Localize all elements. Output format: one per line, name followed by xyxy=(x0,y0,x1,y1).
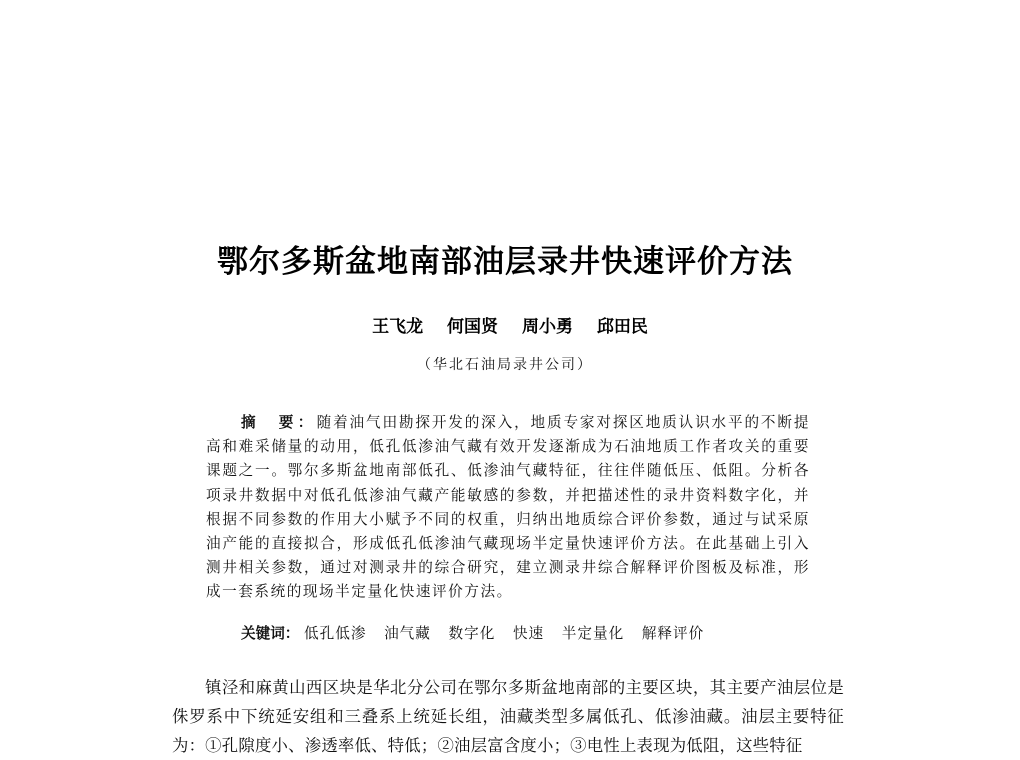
keyword: 低孔低渗 xyxy=(304,625,367,642)
abstract xyxy=(206,411,810,605)
abstract-label: 摘 要： xyxy=(241,414,317,431)
keyword: 半定量化 xyxy=(561,625,625,642)
author-name: 何国贤 xyxy=(447,317,499,337)
body-paragraph: 镇泾和麻黄山西区块是华北分公司在鄂尔多斯盆地南部的主要区块，其主要产油层位是侏罗系中下统延安组和三叠系上统延长组，油藏类型多属低孔、低渗油藏。油层主要特征为：①孔隙度小、渗透率低、特低；②油层富含度小；③电性上表现为低阻，这些特征 xyxy=(172,678,844,755)
keyword: 快速 xyxy=(512,625,545,642)
author-name: 邱田民 xyxy=(596,317,648,337)
paper-title: 鄂尔多斯盆地南部油层录井快速评价方法 xyxy=(217,244,793,280)
author-name: 周小勇 xyxy=(521,317,573,337)
author-name: 王飞龙 xyxy=(372,317,424,337)
keyword: 数字化 xyxy=(448,625,496,642)
keywords xyxy=(241,622,841,643)
keyword: 油气藏 xyxy=(384,625,431,642)
abstract-text: 随着油气田勘探开发的深入，地质专家对探区地质认识水平的不断提高和难采储量的动用，低孔低渗油气藏有效开发逐渐成为石油地质工作者攻关的重要课题之一。鄂尔多斯盆地南部低孔、低渗油气藏特征，往往伴随低压、低阻。分析各项录井数据中对低孔低渗油气藏产能敏感的参数，并把描述性的录井资料数字化，并根据不同参数的作用大小赋予不同的权重，归纳出地质综合评价参数，通过与试采原油产能的直接拟合，形成低孔低渗油气藏现场半定量快速评价方法。在此基础上引入测井相关参数，通过对测录井的综合研究，建立测录井综合解释评价图板及标准，形成一套系统的现场半定量化快速评价方法。 xyxy=(206,414,810,601)
author-list xyxy=(0,312,1020,337)
keywords-label: 关键词： xyxy=(241,625,300,642)
affiliation: （华北石油局录井公司） xyxy=(417,357,593,373)
keyword: 解释评价 xyxy=(641,625,705,642)
